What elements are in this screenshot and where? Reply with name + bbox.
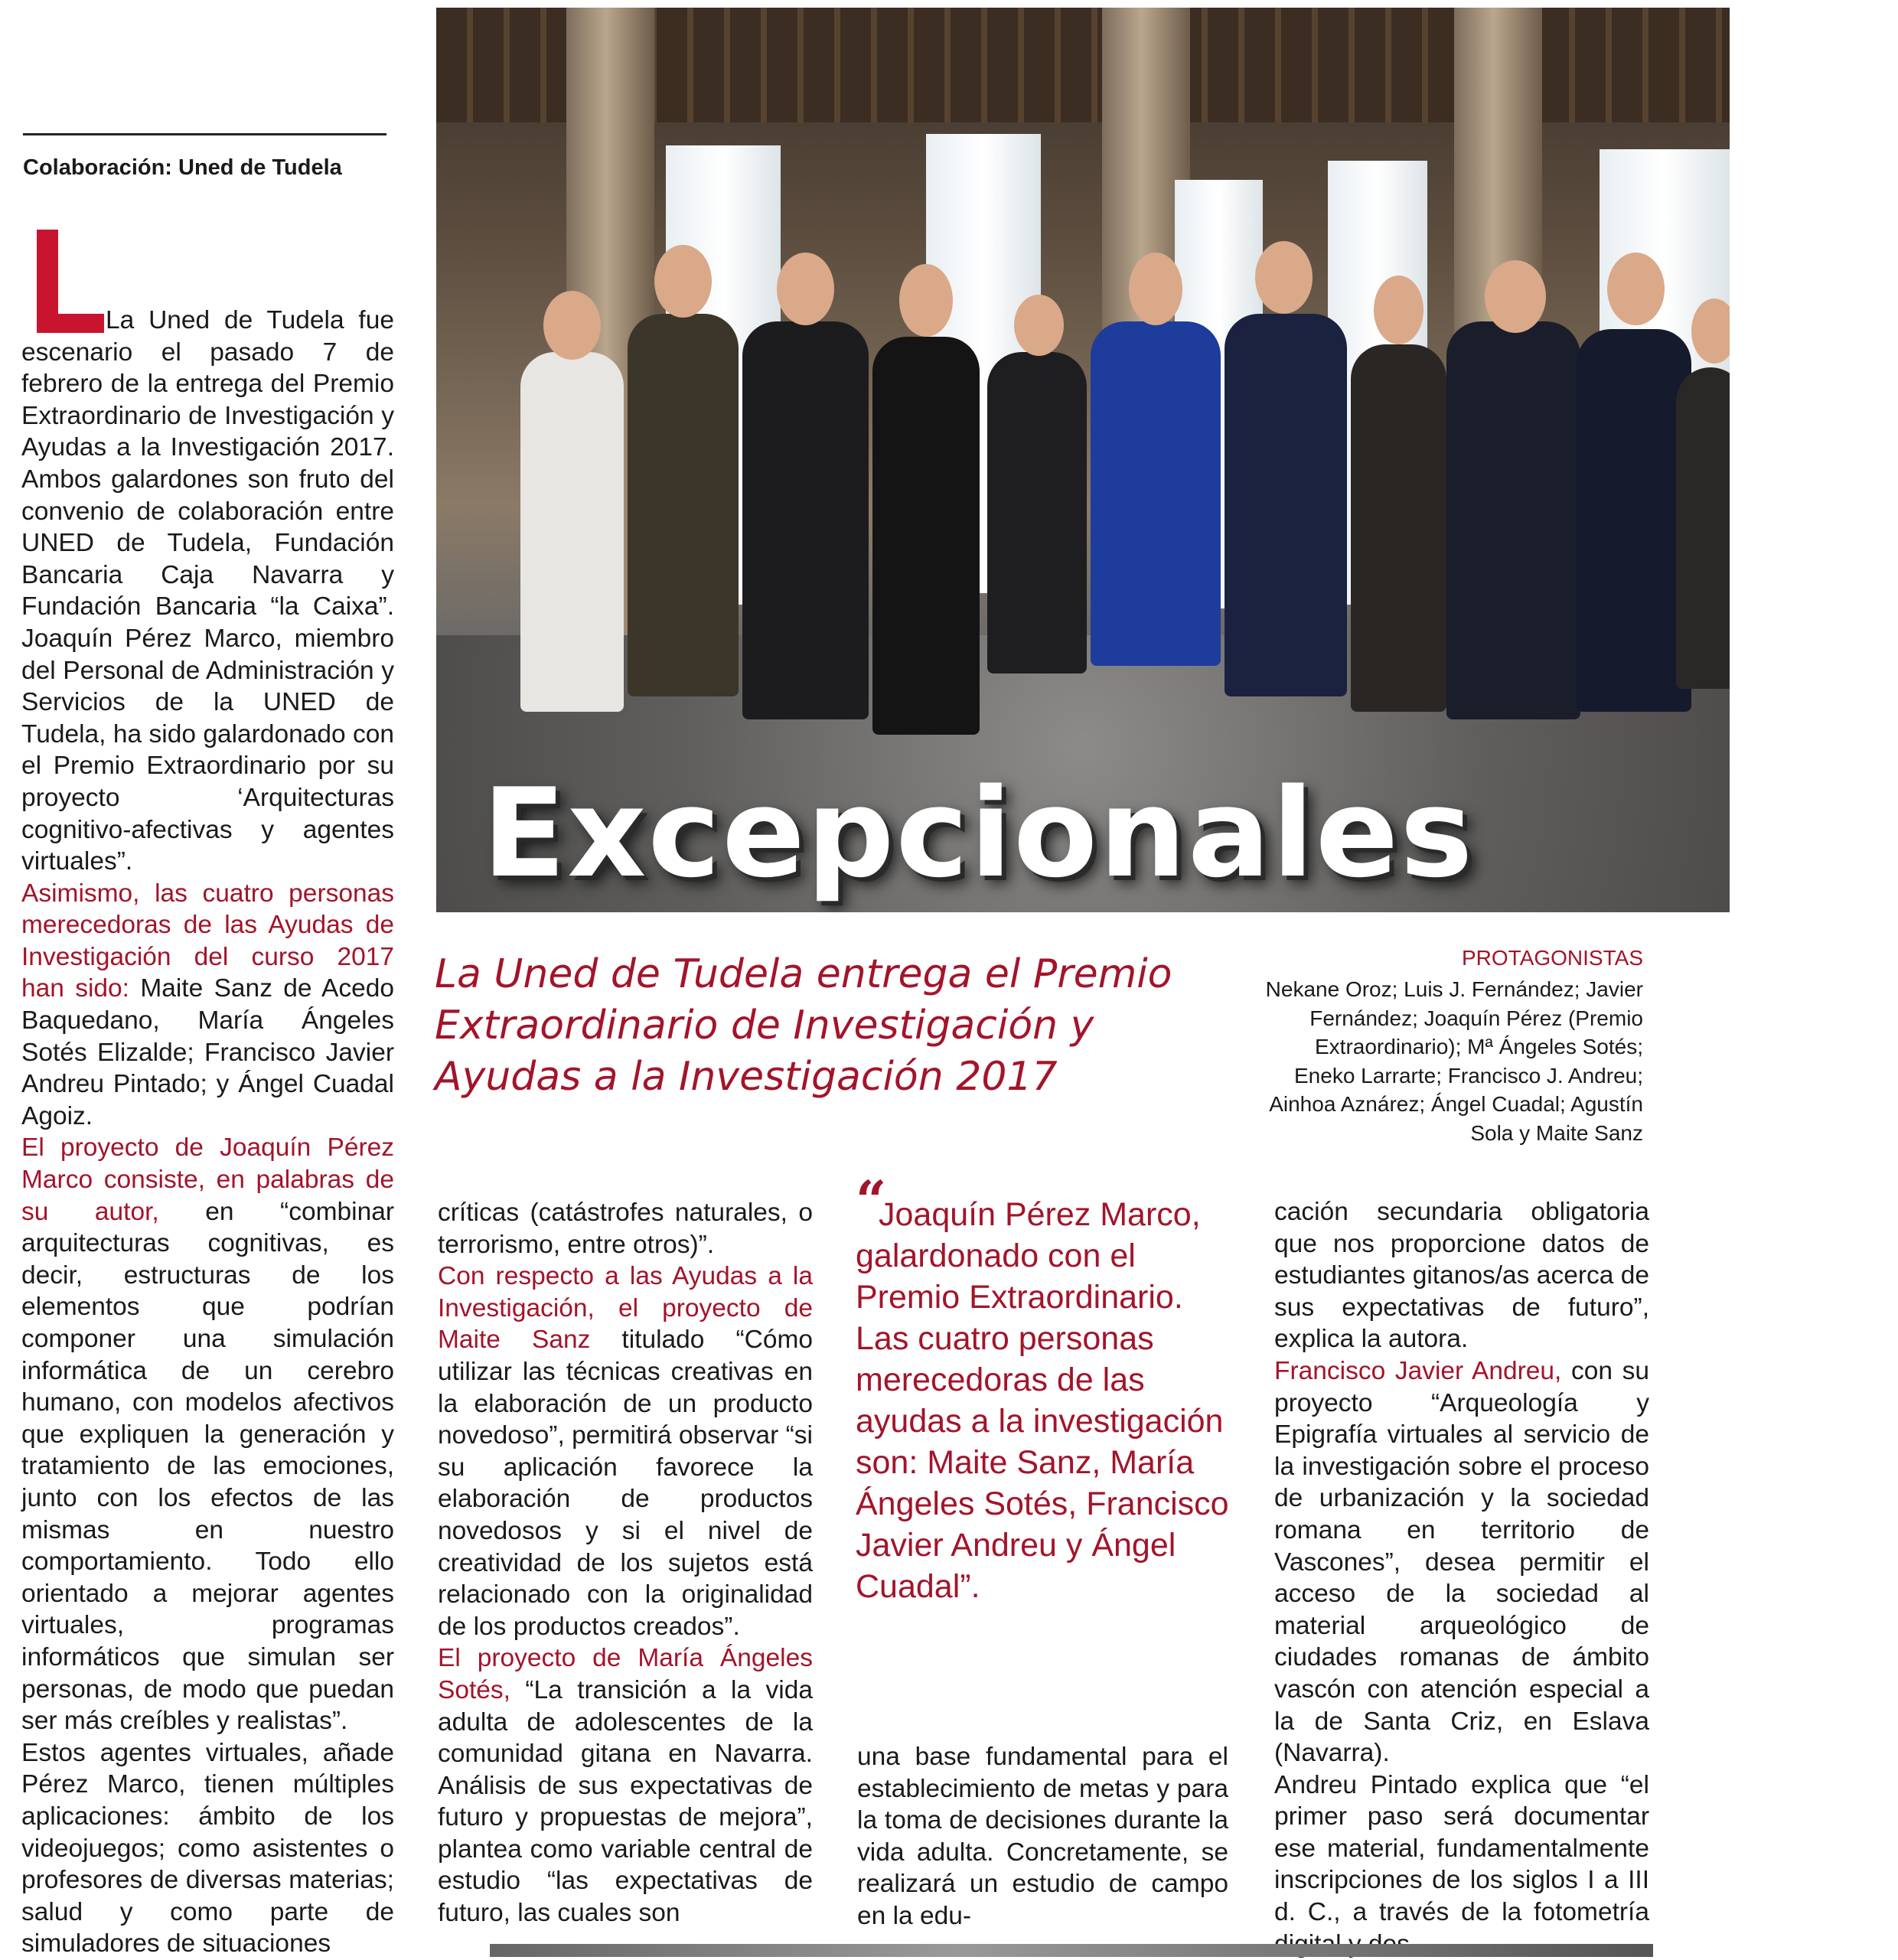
paragraph (21, 305, 394, 878)
paragraph (438, 1260, 813, 1642)
person-head (899, 264, 953, 337)
subtitle: La Uned de Tudela entrega el Premio Extraordinario de Investigación y Ayudas a la Investigación 2017 (435, 951, 1172, 1100)
header-rule (23, 133, 386, 135)
person-head (1485, 260, 1546, 333)
quote-mark-icon: “ (856, 1169, 887, 1232)
paragraph (21, 1132, 394, 1737)
paragraph-text: Maite Sanz de Acedo Baquedano, María Ángeles Sotés Elizalde; Francisco Javier Andreu Pintado; y Ángel Cuadal Agoiz. (21, 974, 395, 1130)
paragraph-text: con su proyecto “Arqueología y Epigrafía virtuales al servicio de la investigación sobre el proceso de urbanización y la sociedad romana en territorio de Vascones”, desea permitir el acceso de la sociedad al material arqueológico de ciudades romanas de ámbito vascón con atención especial a la de Santa Criz, en Eslava (Navarra). (1274, 1356, 1649, 1768)
paragraph-text: La Uned de Tudela fue escenario el pasado 7 de febrero de la entrega del Premio Extraordinario de Investigación y Ayudas a la Investigación 2017. Ambos galardones son fruto del convenio de colaboración entre UNED de Tudela, Fundación Bancaria Caja Navarra y Fundación Bancaria “la Caixa”. Joaquín Pérez Marco, miembro del Personal de Administración y Servicios de la UNED de Tudela, ha sido galardonado con el Premio Extraordinario por su proyecto ‘Arquitecturas cognitivo-afectivas y agentes virtuales”. (21, 306, 394, 876)
person (987, 352, 1087, 673)
person-head (1129, 253, 1182, 325)
article-column-2 (438, 1197, 813, 1929)
paragraph-text: en “combinar arquitecturas cognitivas, es decir, estructuras de los elementos que podrían componer una simulación informática de un cerebro humano, con modelos afectivos que expliquen la generación y tratamiento de las emociones, junto con los efectos de las mismas en nuestro comportamiento. Todo ello orientado a mejorar agentes virtuales, programas informáticos que simulan ser personas, de modo que puedan ser más creíbles y realistas”. (21, 1197, 394, 1736)
highlight-text: Con respecto a las Ayudas a la Investigación, el proyecto de Maite Sanz (438, 1262, 813, 1355)
person-head (1374, 276, 1424, 344)
person (1091, 321, 1221, 666)
paragraph: Estos agentes virtuales, añade Pérez Marco, tienen múltiples aplicaciones: ámbito de los videojuegos; como asistentes o profesores de diversas materias; salud y como parte de simuladores de situaciones (21, 1738, 394, 1958)
person (872, 337, 980, 735)
article-column-1 (21, 305, 394, 1960)
person (1225, 314, 1347, 696)
paragraph-text: titulado “Cómo utilizar las técnicas creativas en la elaboración de un producto novedoso”, permitirá observar “si su aplicación favorece la elaboración de productos novedosos y si el nivel de creatividad de los sujetos está relacionado con la originalidad de los productos creados”. (438, 1326, 813, 1641)
person (1446, 321, 1580, 719)
bottom-image-strip (490, 1944, 1653, 1957)
article-column-3 (857, 1741, 1228, 1932)
person-head (1607, 253, 1665, 325)
protagonists-text: Nekane Oroz; Luis J. Fernández; Javier Fernández; Joaquín Pérez (Premio Extraordinario); Mª Ángeles Sotés; Eneko Larrarte; Francisco J. Andreu; Ainhoa Aznárez; Ángel Cuadal; Agustín Sola y Maite Sanz (1265, 977, 1643, 1145)
person-head (654, 245, 712, 318)
person (1577, 329, 1691, 712)
person-head (543, 291, 601, 360)
pull-quote (856, 1169, 1238, 1607)
paragraph (438, 1642, 813, 1929)
person (628, 314, 739, 696)
highlight-text: Francisco Javier Andreu, (1274, 1356, 1562, 1385)
paragraph: una base fundamental para el establecimiento de metas y para la toma de decisiones durante la vida adulta. Concretamente, se realizará un estudio de campo en la edu- (857, 1743, 1228, 1930)
person (1351, 344, 1446, 712)
section-label: Colaboración: Uned de Tudela (23, 155, 342, 180)
person-head (1255, 241, 1313, 314)
person-head (777, 253, 834, 325)
highlight-text: El proyecto de María Ángeles Sotés, (438, 1644, 813, 1704)
paragraph: críticas (catástrofes naturales, o terrorismo, entre otros)”. (438, 1199, 813, 1259)
paragraph: cación secundaria obligatoria que nos proporcione datos de estudiantes gitanos/as acerca de sus expectativas de futuro”, explica la autora. (1274, 1198, 1649, 1354)
paragraph (21, 878, 394, 1133)
protagonists-title: PROTAGONISTAS (1462, 946, 1643, 970)
group-photo (436, 8, 1730, 912)
paragraph: Andreu Pintado explica que “el primer paso será documentar ese material, fundamentalmente inscripciones de los siglos I a III d. C., a través de la fotometría (1274, 1770, 1649, 1927)
headline: Excepcionales (482, 761, 1475, 905)
highlight-text: El proyecto de Joaquín Pérez Marco consiste, en palabras de su autor, (21, 1133, 394, 1226)
paragraph (1274, 1355, 1649, 1769)
highlight-text: Asimismo, las cuatro personas merecedoras de las Ayudas de Investigación del curso 2017 han sido: (21, 879, 394, 1003)
article-column-4 (1274, 1196, 1649, 1960)
paragraph-text: “La transición a la vida adulta de adolescentes de la comunidad gitana en Navarra. Análisis de sus expectativas de futuro y propuestas de mejora”, plantea como variable central de estudio “las expectativas de futuro, las cuales son (438, 1675, 813, 1928)
pull-quote-text: Joaquín Pérez Marco, galardonado con el Premio Extraordinario. Las cuatro personas merecedoras de las ayudas a la investigación son: Maite Sanz, María Ángeles Sotés, Francisco Javier Andreu y Ángel Cuadal”. (856, 1196, 1229, 1605)
person (520, 352, 624, 712)
person-head (1014, 295, 1064, 356)
person (742, 321, 869, 719)
person (1676, 367, 1730, 689)
